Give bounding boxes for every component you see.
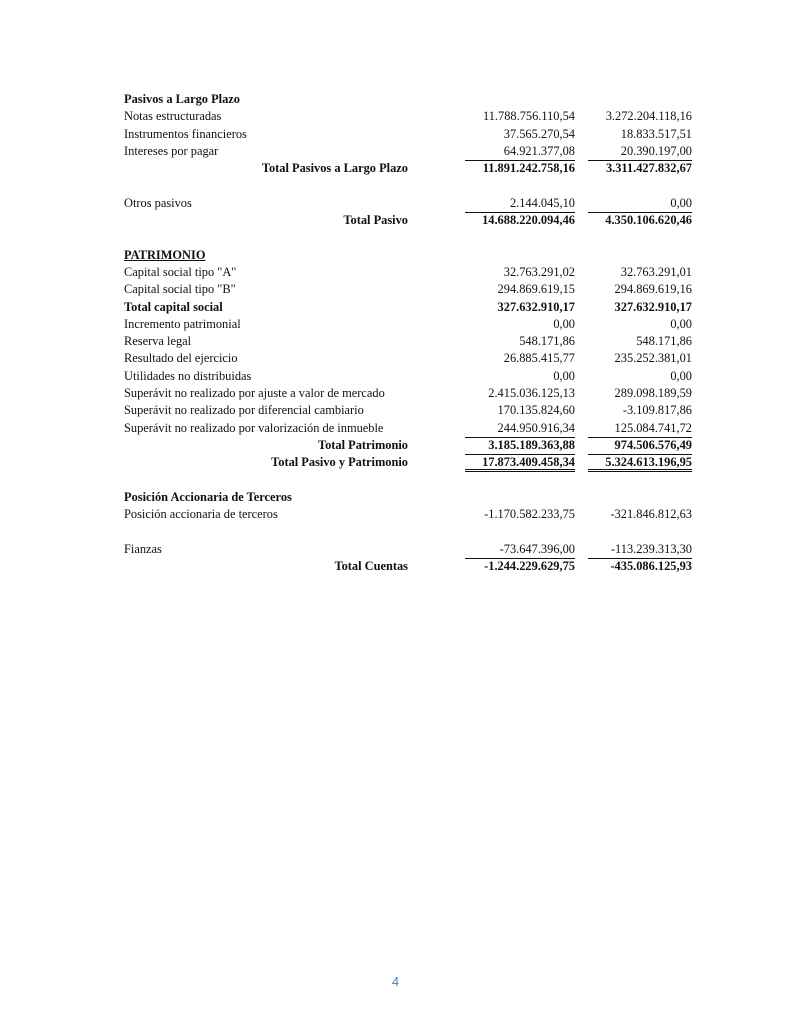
total-col1: 14.688.220.094,46 (465, 212, 575, 229)
total-col1: 11.891.242.758,16 (465, 160, 575, 177)
section-heading-terceros (124, 489, 696, 506)
balance-sheet (124, 91, 696, 575)
total-label: Total Pasivo y Patrimonio (271, 455, 408, 470)
value-col1: 32.763.291,02 (503, 264, 575, 279)
value-col2: 18.833.517,51 (620, 126, 692, 141)
value-col1: 548.171,86 (519, 334, 575, 349)
spacer (124, 523, 696, 540)
table-row (124, 126, 696, 143)
subtotal-row-capital-social (124, 299, 696, 316)
row-label: Notas estructuradas (124, 109, 222, 124)
total-row-patrimonio (124, 437, 696, 454)
total-col2: 3.311.427.832,67 (588, 160, 692, 177)
value-col2: 294.869.619,16 (614, 282, 692, 297)
table-row (124, 281, 696, 298)
total-row-pasivo (124, 212, 696, 229)
value-col1: 244.950.916,34 (497, 420, 575, 435)
total-col2: 4.350.106.620,46 (588, 212, 692, 229)
table-row (124, 264, 696, 281)
row-label: Superávit no realizado por diferencial cambiario (124, 403, 364, 418)
row-label: Reserva legal (124, 334, 192, 349)
table-row (124, 402, 696, 419)
total-col1: 17.873.409.458,34 (465, 454, 575, 472)
table-row (124, 368, 696, 385)
row-label: Resultado del ejercicio (124, 351, 238, 366)
value-col2: 32.763.291,01 (620, 264, 692, 279)
row-label: Capital social tipo "A" (124, 264, 237, 279)
grand-total-row (124, 454, 696, 471)
value-col2: -321.846.812,63 (610, 507, 692, 522)
value-col1: 11.788.756.110,54 (482, 109, 575, 124)
value-col1: 2.415.036.125,13 (488, 386, 575, 401)
table-row (124, 108, 696, 125)
value-col1: 294.869.619,15 (497, 282, 575, 297)
value-col2: 235.252.381,01 (614, 351, 692, 366)
row-label: Superávit no realizado por ajuste a valor de mercado (124, 386, 385, 401)
value-col2: 327.632.910,17 (614, 299, 692, 314)
value-col2: 0,00 (670, 316, 692, 331)
table-row (124, 541, 696, 558)
value-col2: 0,00 (670, 195, 692, 210)
value-col2: -3.109.817,86 (622, 403, 692, 418)
row-label: Utilidades no distribuidas (124, 368, 252, 383)
value-col1: -1.170.582.233,75 (484, 507, 575, 522)
row-label: Capital social tipo "B" (124, 282, 236, 297)
value-col1: 170.135.824,60 (497, 403, 575, 418)
total-col1: 3.185.189.363,88 (465, 437, 575, 454)
value-col1: 0,00 (553, 316, 575, 331)
total-label: Total Cuentas (334, 559, 408, 574)
value-col1: 0,00 (553, 368, 575, 383)
row-label: Intereses por pagar (124, 143, 219, 158)
table-row (124, 420, 696, 437)
section-heading-largo-plazo (124, 91, 696, 108)
value-col2: 0,00 (670, 368, 692, 383)
table-row (124, 506, 696, 523)
value-col2: -113.239.313,30 (610, 541, 692, 556)
section-heading-patrimonio (124, 247, 696, 264)
row-label: Otros pasivos (124, 195, 192, 210)
value-col2: 289.098.189,59 (614, 386, 692, 401)
heading-label: PATRIMONIO (124, 247, 206, 262)
total-col2: 974.506.576,49 (588, 437, 692, 454)
page-number: 4 (391, 974, 400, 989)
table-row (124, 143, 696, 160)
value-col1: 26.885.415,77 (503, 351, 575, 366)
value-col2: 20.390.197,00 (620, 143, 692, 158)
total-col1: -1.244.229.629,75 (465, 558, 575, 575)
value-col1: -73.647.396,00 (499, 541, 575, 556)
row-label: Superávit no realizado por valorización de inmueble (124, 420, 384, 435)
table-row (124, 350, 696, 367)
row-label: Posición accionaria de terceros (124, 507, 278, 522)
heading-label: Posición Accionaria de Terceros (124, 489, 292, 504)
total-label: Total Pasivos a Largo Plazo (261, 161, 408, 176)
total-col2: 5.324.613.196,95 (588, 454, 692, 472)
spacer (124, 472, 696, 489)
value-col1: 37.565.270,54 (503, 126, 575, 141)
spacer (124, 229, 696, 246)
total-label: Total Patrimonio (317, 437, 408, 452)
total-row-largo-plazo (124, 160, 696, 177)
total-label: Total Pasivo (343, 213, 408, 228)
row-label: Fianzas (124, 541, 162, 556)
value-col1: 2.144.045,10 (509, 195, 575, 210)
table-row (124, 316, 696, 333)
value-col1: 327.632.910,17 (497, 299, 575, 314)
row-label: Total capital social (124, 299, 223, 314)
value-col2: 125.084.741,72 (614, 420, 692, 435)
value-col2: 548.171,86 (636, 334, 692, 349)
spacer (124, 177, 696, 194)
table-row (124, 195, 696, 212)
total-col2: -435.086.125,93 (588, 558, 692, 575)
value-col1: 64.921.377,08 (503, 143, 575, 158)
heading-label: Pasivos a Largo Plazo (124, 92, 240, 106)
row-label: Incremento patrimonial (124, 316, 241, 331)
value-col2: 3.272.204.118,16 (605, 109, 692, 124)
table-row (124, 385, 696, 402)
table-row (124, 333, 696, 350)
total-row-cuentas (124, 558, 696, 575)
row-label: Instrumentos financieros (124, 126, 247, 141)
